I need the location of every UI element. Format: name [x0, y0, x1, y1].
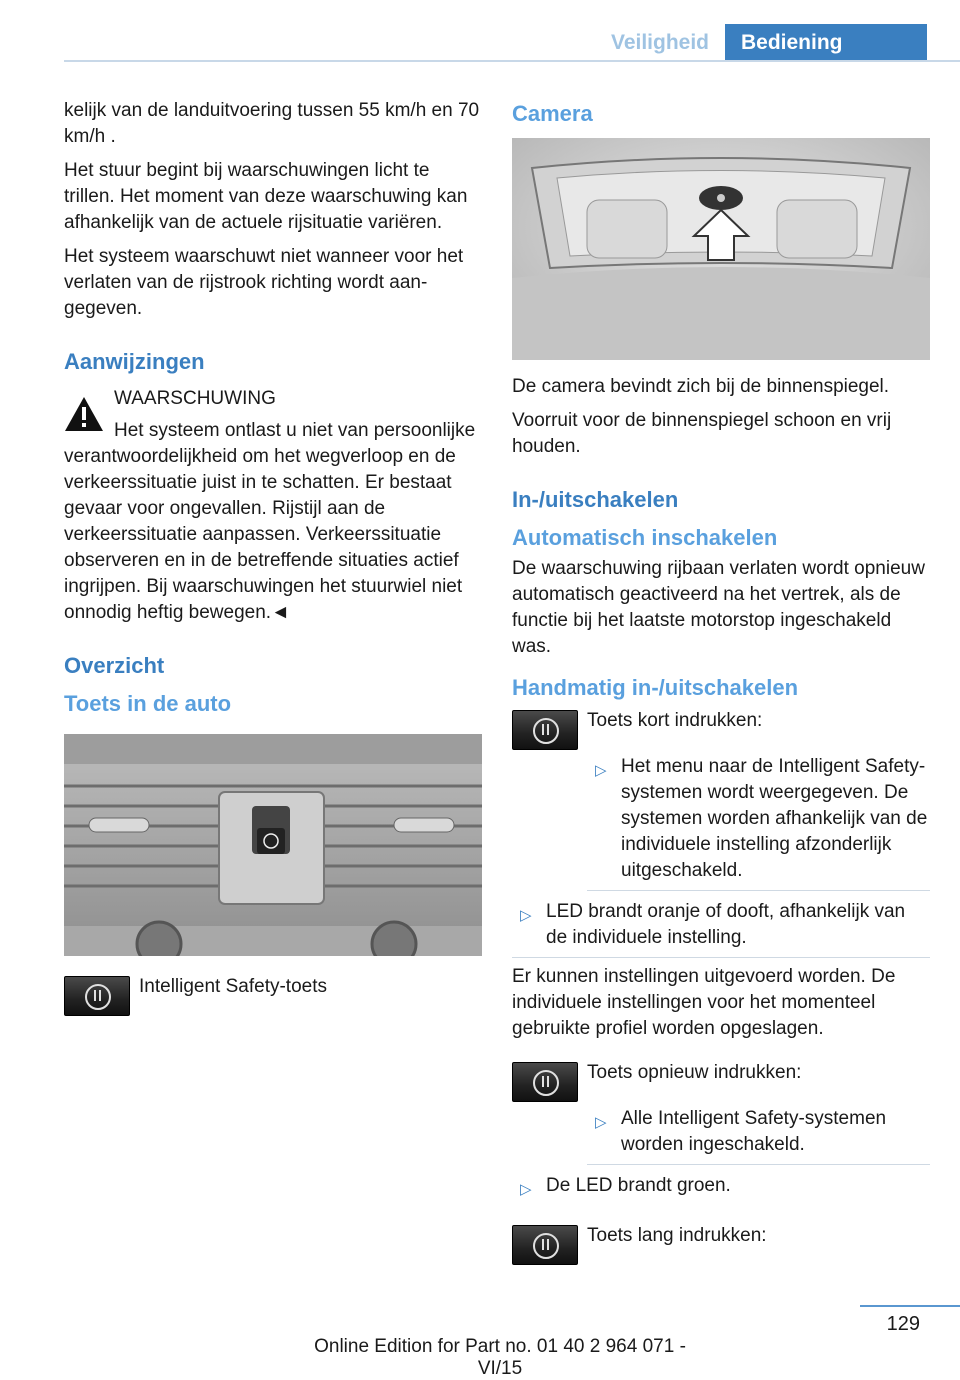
tab-bediening[interactable]: Bediening	[725, 24, 927, 62]
bullet-list	[512, 897, 930, 958]
triangle-bullet-icon: ▷	[520, 907, 532, 924]
warning-text: Het systeem ontlast u niet van persoonlijke verantwoordelijkheid om het wegverloop en de verkeerssituatie juist in te schatten. Er bestaat gevaar voor ongevallen. Rijstijl aan de verkeerssituatie aanpassen. Verkeerssituatie observeren en in de betreffende situaties actief ingrijpen. Bij waarschuwingen het stuurwiel niet onnodig heftig bewegen.◄	[64, 420, 476, 623]
page-number: 129	[886, 1313, 920, 1335]
key-row	[64, 974, 482, 1014]
list-item: ▷ Het menu naar de Intelligent Safety-systemen wordt weergegeven. De systemen worden afhankelijk van de individuele instelling afzonderlijk uitgeschakeld.	[587, 752, 930, 891]
key-row	[512, 1060, 930, 1100]
left-column	[64, 98, 482, 1024]
warning-icon	[64, 396, 104, 432]
intelligent-safety-button-icon	[512, 1225, 578, 1265]
heading-automatisch: Automatisch inschakelen	[512, 525, 778, 550]
edition-footer: Online Edition for Part no. 01 40 2 964 071 - VI/15	[314, 1336, 686, 1379]
heading-overzicht: Overzicht	[64, 653, 165, 678]
heading-aanwijzingen: Aanwijzingen	[64, 349, 205, 374]
dashboard-button-photo	[64, 734, 482, 956]
key-row	[512, 1223, 930, 1263]
key-instruction: Toets kort indrukken:	[587, 710, 763, 731]
triangle-bullet-icon: ▷	[520, 1181, 532, 1198]
header-rule	[64, 60, 960, 62]
paragraph: Er kunnen instellingen uitgevoerd worden. De individuele instellingen voor het momenteel gebruikte profiel worden opgeslagen.	[512, 966, 896, 1039]
list-item: ▷ De LED brandt groen.	[512, 1171, 930, 1205]
triangle-bullet-icon: ▷	[595, 762, 607, 779]
paragraph: Het stuur begint bij waarschuwingen licht te trillen. Het moment van deze waarschuwing kan afhankelijk van de actuele rijsituatie variëren.	[64, 160, 468, 233]
bullet-list	[587, 1104, 930, 1165]
right-column	[512, 98, 930, 1273]
paragraph: De camera bevindt zich bij de binnenspiegel.	[512, 376, 890, 397]
footer-rule	[860, 1305, 960, 1307]
paragraph: Het systeem waarschuwt niet wanneer voor het verlaten van de rijstrook richting wordt aangegeven.	[64, 246, 464, 319]
bullet-list	[587, 752, 930, 891]
intelligent-safety-button-icon	[512, 710, 578, 750]
camera-location-photo	[512, 138, 930, 360]
paragraph: kelijk van de landuitvoering tussen 55 km/h en 70 km/h .	[64, 100, 480, 147]
intelligent-safety-button-icon	[512, 1062, 578, 1102]
key-label: Intelligent Safety-toets	[139, 976, 327, 997]
triangle-bullet-icon: ▷	[595, 1114, 607, 1131]
header-tabs	[605, 24, 927, 62]
warning-block	[64, 386, 482, 626]
heading-in-uitschakelen: In-/uitschakelen	[512, 487, 679, 512]
paragraph: De waarschuwing rijbaan verlaten wordt opnieuw automatisch geactiveerd na het vertrek, als de functie bij het laatste motorstop ingeschakeld was.	[512, 558, 925, 657]
heading-toets: Toets in de auto	[64, 691, 232, 716]
heading-handmatig: Handmatig in-/uitschakelen	[512, 675, 799, 700]
key-instruction: Toets opnieuw indrukken:	[587, 1062, 802, 1083]
key-row	[512, 708, 930, 748]
warning-title: WAARSCHUWING	[114, 388, 276, 409]
tab-veiligheid[interactable]: Veiligheid	[605, 24, 725, 62]
list-item: ▷ Alle Intelligent Safety-systemen worden ingeschakeld.	[587, 1104, 930, 1165]
key-instruction: Toets lang indrukken:	[587, 1225, 767, 1246]
intelligent-safety-button-icon	[64, 976, 130, 1016]
bullet-list	[512, 1171, 930, 1205]
paragraph: Voorruit voor de binnenspiegel schoon en vrij houden.	[512, 410, 892, 457]
list-item: ▷ LED brandt oranje of dooft, afhankelijk van de individuele instelling.	[512, 897, 930, 958]
heading-camera: Camera	[512, 101, 593, 126]
